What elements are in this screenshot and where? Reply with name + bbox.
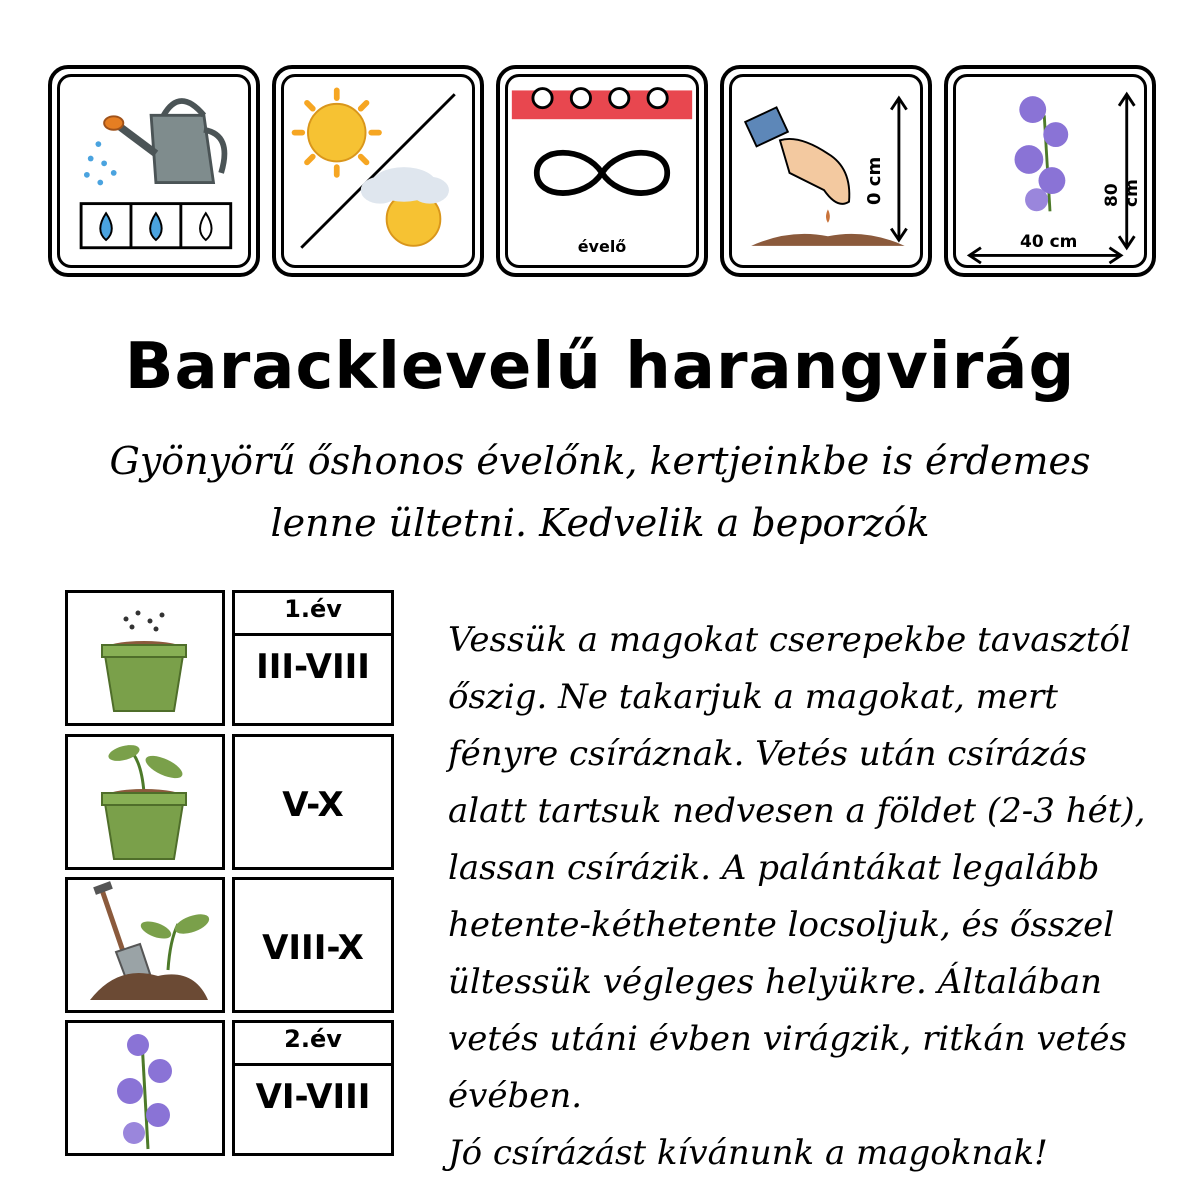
bellflower-icon (1015, 96, 1069, 211)
bellflower-icon (68, 1023, 222, 1153)
stage-period-label: VI-VIII (255, 1077, 371, 1117)
stage-year-label: 1.év (284, 595, 342, 623)
sun-partial-shade-icon (284, 77, 472, 265)
watering-card (48, 65, 260, 277)
description (448, 612, 1168, 1182)
description-closing: Jó csírázást kívánunk a magoknak! (448, 1133, 1048, 1173)
plant-size-card (944, 65, 1156, 277)
divider (235, 1063, 391, 1066)
stage-period-label: III-VIII (256, 647, 370, 687)
shovel-planting-icon (68, 880, 222, 1010)
watering-can-icon (60, 77, 248, 265)
description-text: Vessük a magokat cserepekbe tavasztól őszig. Ne takarjuk a magokat, mert fényre csíráznak. Vetés után csírázás alatt tartsuk nedvesen a földet (2-3 hét), lassan csírázik. A palántákat legalább hetente-kéthetente locsoljuk, és ősszel ültessük végleges helyükre. Általában vetés utáni évben virágzik, ritkán vetés évében. (448, 620, 1146, 1116)
divider (235, 633, 391, 636)
stage-seedling-period (232, 734, 394, 870)
stage-seeds-period (232, 590, 394, 726)
sun-icon (295, 90, 379, 174)
stage-period-label: VIII-X (262, 928, 364, 968)
stage-planting-period (232, 877, 394, 1013)
sowing-hand-icon (732, 77, 920, 265)
stage-seeds-image (65, 590, 225, 726)
light-card (272, 65, 484, 277)
stage-period-label: V-X (282, 785, 344, 825)
stage-seedling-image (65, 734, 225, 870)
sowing-depth-card (720, 65, 932, 277)
cloud-sun-icon (361, 167, 449, 246)
calendar-label: évelő (577, 237, 627, 256)
stage-flowering-period (232, 1020, 394, 1156)
height-label: 80 cm (1102, 179, 1142, 207)
stage-year-label: 2.év (284, 1025, 342, 1053)
seeds-pot-icon (68, 593, 222, 723)
page-subtitle: Gyönyörű őshonos évelőnk, kertjeinkbe is érdemes lenne ültetni. Kedvelik a beporzók (109, 439, 1091, 545)
width-label: 40 cm (1020, 232, 1078, 252)
depth-label: 0 cm (864, 156, 885, 205)
page-title: Baracklevelű harangvirág (124, 330, 1076, 404)
stage-planting-image (65, 877, 225, 1013)
calendar-card (496, 65, 708, 277)
seedling-pot-icon (68, 737, 222, 867)
stage-flowering-image (65, 1020, 225, 1156)
